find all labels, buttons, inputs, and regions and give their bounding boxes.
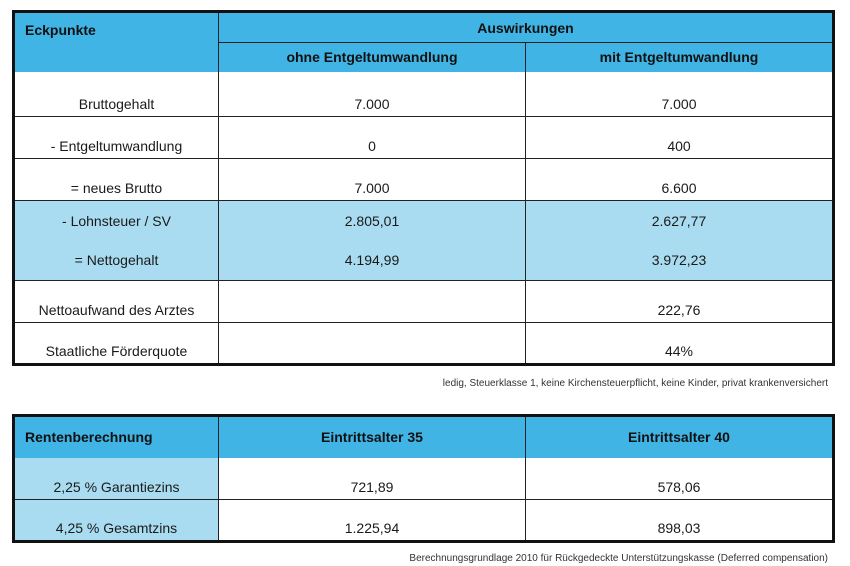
cell-ohne: 7.000	[219, 159, 526, 201]
cell-alter-40: 578,06	[526, 458, 834, 500]
cell-ohne: 2.805,01	[219, 201, 526, 241]
header-rentenberechnung: Rentenberechnung	[14, 416, 219, 458]
cell-mit: 6.600	[526, 159, 834, 201]
footnote-annahmen: ledig, Steuerklasse 1, keine Kirchensteuerpflicht, keine Kinder, privat krankenversichert	[442, 378, 828, 389]
cell-ohne	[219, 281, 526, 323]
cell-mit: 3.972,23	[526, 241, 834, 281]
header-eintrittsalter-40: Eintrittsalter 40	[526, 416, 834, 458]
footnote-berechnungsgrundlage: Berechnungsgrundlage 2010 für Rückgedeckte Unterstützungskasse (Deferred compensation)	[409, 553, 828, 564]
cell-alter-35: 721,89	[219, 458, 526, 500]
row-label: Staatliche Förderquote	[45, 343, 188, 359]
row-label: - Lohnsteuer / SV	[14, 201, 219, 241]
table-row	[14, 241, 834, 281]
table-row	[14, 500, 834, 542]
row-label: Nettoaufwand des Arztes	[14, 281, 219, 323]
header-ohne-entgeltumwandlung: ohne Entgeltumwandlung	[219, 43, 526, 72]
header-eintrittsalter-35: Eintrittsalter 35	[219, 416, 526, 458]
cell-alter-40: 898,03	[526, 500, 834, 542]
entgeltumwandlung-table	[12, 10, 835, 366]
cell-mit: 7.000	[526, 72, 834, 117]
table-row	[14, 159, 834, 201]
row-label: 2,25 % Garantiezins	[14, 458, 219, 500]
row-label: = neues Brutto	[70, 180, 163, 196]
header-eckpunkte: Eckpunkte	[14, 12, 219, 72]
table-row	[14, 201, 834, 241]
cell-ohne: 7.000	[219, 72, 526, 117]
cell-alter-35: 1.225,94	[219, 500, 526, 542]
table-row	[14, 281, 834, 323]
header-auswirkungen: Auswirkungen	[219, 12, 834, 43]
header-mit-entgeltumwandlung: mit Entgeltumwandlung	[526, 43, 834, 72]
table-row	[14, 117, 834, 159]
row-label: - Entgeltumwandlung	[14, 117, 219, 159]
cell-mit: 400	[526, 117, 834, 159]
cell-ohne	[219, 323, 526, 365]
table-row	[14, 458, 834, 500]
row-label: = Nettogehalt	[74, 252, 159, 269]
rentenberechnung-table	[12, 414, 835, 543]
cell-mit: 44%	[526, 323, 834, 365]
row-label: 4,25 % Gesamtzins	[14, 500, 219, 542]
table-row	[14, 323, 834, 365]
cell-mit: 222,76	[526, 281, 834, 323]
cell-mit: 2.627,77	[526, 201, 834, 241]
table-row	[14, 72, 834, 117]
cell-ohne: 0	[219, 117, 526, 159]
cell-ohne: 4.194,99	[219, 241, 526, 281]
row-label: Bruttogehalt	[14, 72, 219, 117]
